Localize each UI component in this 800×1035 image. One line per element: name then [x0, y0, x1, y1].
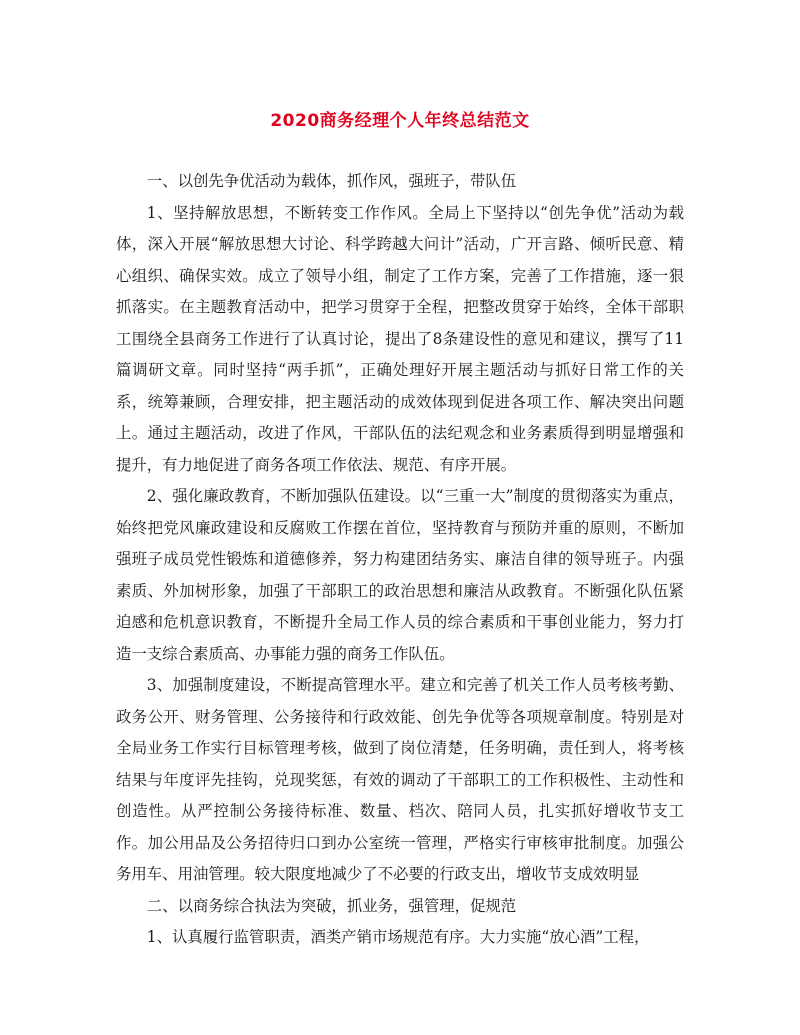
section-heading-1: 一、以创先争优活动为载体，抓作风，强班子，带队伍	[146, 172, 517, 190]
paragraph-1-1: 1、坚持解放思想，不断转变工作作风。全局上下坚持以“创先争优”活动为载体，深入开展“解放思想大讨论、科学跨越大问计”活动，广开言路、倾听民意、精心组织、确保实效。成立了领导小组，制定了工作方案，完善了工作措施，逐一狠抓落实。在主题教育活动中，把学习贯穿于全程，把整改贯穿于始终，全体干部职工围绕全县商务工作进行了认真讨论，提出了8条建设性的意见和建议，撰写了11篇调研文章。同时坚持“两手抓”，正确处理好开展主题活动与抓好日常工作的关系，统筹兼顾，合理安排，把主题活动的成效体现到促进各项工作、解决突出问题上。通过主题活动，改进了作风，干部队伍的法纪观念和业务素质得到明显增强和提升，有力地促进了商务各项工作依法、规范、有序开展。	[116, 203, 684, 474]
paragraph-2-1: 1、认真履行监管职责，酒类产销市场规范有序。大力实施“放心酒”工程，	[146, 928, 650, 946]
paragraph-1-3: 3、加强制度建设，不断提高管理水平。建立和完善了机关工作人员考核考勤、政务公开、财务管理、公务接待和行政效能、创先争优等各项规章制度。特别是对全局业务工作实行目标管理考核，做到了岗位清楚，任务明确，责任到人，将考核结果与年度评先挂钩，兑现奖惩，有效的调动了干部职工的工作积极性、主动性和创造性。从严控制公务接待标准、数量、档次、陪同人员，扎实抓好增收节支工作。加公用品及公务招待归口到办公室统一管理，严格实行审核审批制度。加强公务用车、用油管理。较大限度地减少了不必要的行政支出，增收节支成效明显	[116, 676, 684, 883]
document-body	[116, 166, 684, 954]
section-heading-2: 二、以商务综合执法为突破，抓业务，强管理，促规范	[146, 896, 517, 915]
paragraph-1-2: 2、强化廉政教育，不断加强队伍建设。以“三重一大”制度的贯彻落实为重点，始终把党风廉政建设和反腐败工作摆在首位，坚持教育与预防并重的原则，不断加强班子成员党性锻炼和道德修养，努力构建团结务实、廉洁自律的领导班子。内强素质、外加树形象，加强了干部职工的政治思想和廉洁从政教育。不断强化队伍紧迫感和危机意识教育，不断提升全局工作人员的综合素质和干事创业能力，努力打造一支综合素质高、办事能力强的商务工作队伍。	[116, 487, 684, 663]
document-title: 2020商务经理个人年终总结范文	[270, 111, 530, 131]
